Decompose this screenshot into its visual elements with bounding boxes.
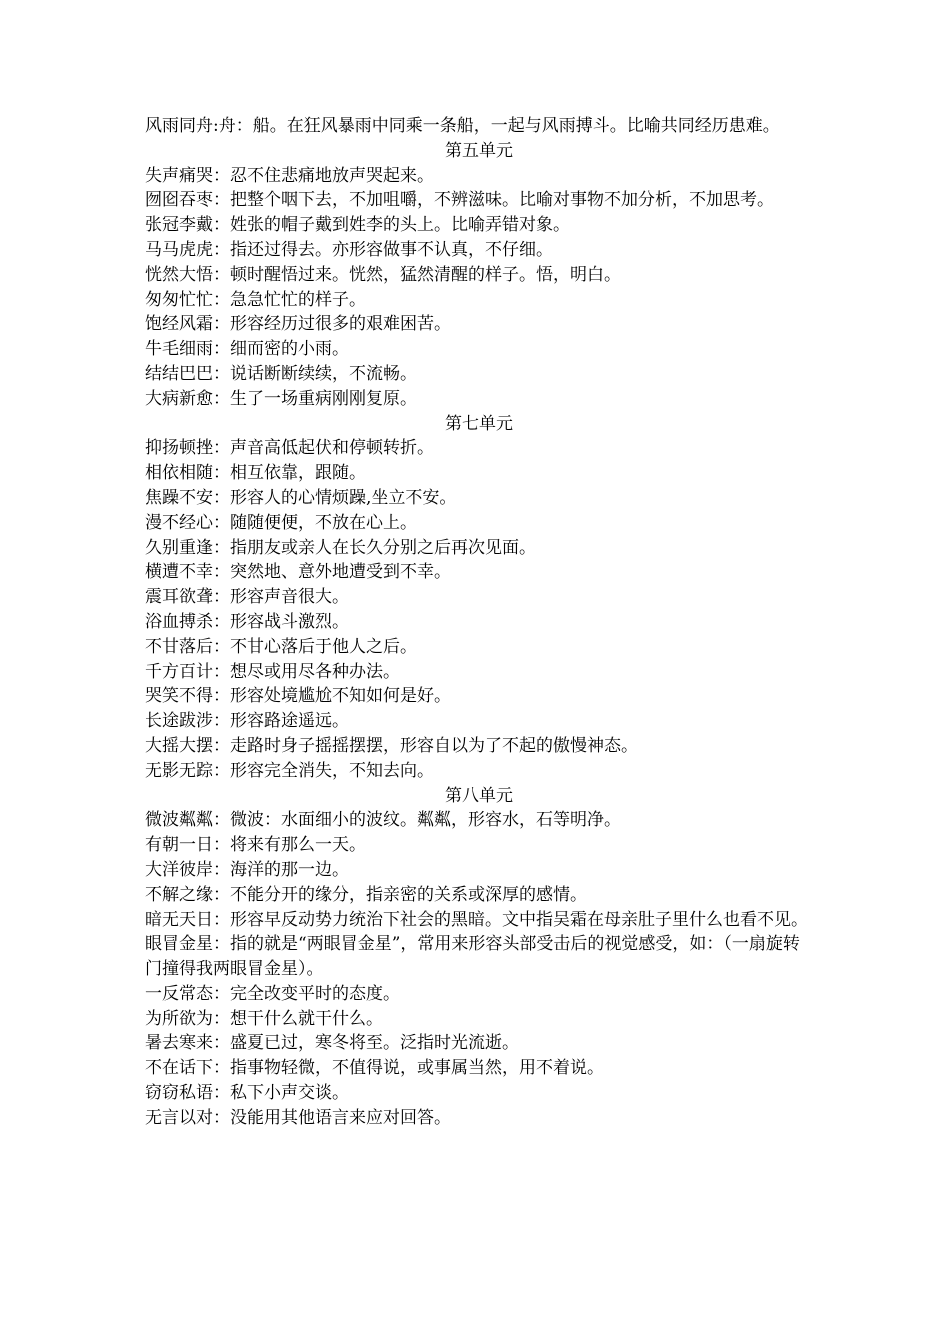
idiom-entry: 无言以对：没能用其他语言来应对回答。 — [145, 1107, 451, 1128]
idiom-entry: 千方百计：想尽或用尽各种办法。 — [145, 661, 400, 682]
idiom-entry: 无影无踪：形容完全消失，不知去向。 — [145, 760, 434, 781]
idiom-entry: 暗无天日：形容早反动势力统治下社会的黑暗。文中指吴霜在母亲肚子里什么也看不见。 — [145, 909, 808, 930]
idiom-entry: 饱经风霜：形容经历过很多的艰难困苦。 — [145, 314, 451, 335]
idiom-entry: 浴血搏杀：形容战斗激烈。 — [145, 611, 349, 632]
idiom-entry: 为所欲为：想干什么就干什么。 — [145, 1008, 383, 1029]
unit-heading: 第八单元 — [445, 785, 513, 806]
idiom-entry: 牛毛细雨：细而密的小雨。 — [145, 339, 349, 360]
idiom-entry: 窃窃私语：私下小声交谈。 — [145, 1083, 349, 1104]
idiom-entry: 震耳欲聋：形容声音很大。 — [145, 587, 349, 608]
idiom-entry: 眼冒金星：指的就是“两眼冒金星”，常用来形容头部受击后的视觉感受，如：（一扇旋转门撞得我两眼冒金星）。 — [145, 934, 800, 980]
document-body — [145, 114, 813, 1131]
idiom-entry: 相依相随：相互依靠，跟随。 — [145, 463, 366, 484]
idiom-entry: 漫不经心：随随便便，不放在心上。 — [145, 512, 417, 533]
unit-heading: 第七单元 — [445, 413, 513, 434]
idiom-entry: 囫囵吞枣：把整个咽下去，不加咀嚼，不辨滋味。比喻对事物不加分析，不加思考。 — [145, 190, 774, 211]
idiom-entry: 张冠李戴：姓张的帽子戴到姓李的头上。比喻弄错对象。 — [145, 215, 570, 236]
idiom-entry: 不甘落后：不甘心落后于他人之后。 — [145, 636, 417, 657]
idiom-entry: 马马虎虎：指还过得去。亦形容做事不认真，不仔细。 — [145, 239, 553, 260]
idiom-entry: 焦躁不安：形容人的心情烦躁,坐立不安。 — [145, 487, 457, 508]
idiom-entry: 抑扬顿挫：声音高低起伏和停顿转折。 — [145, 438, 434, 459]
idiom-entry: 大摇大摆：走路时身子摇摇摆摆，形容自以为了不起的傲慢神态。 — [145, 735, 638, 756]
idiom-entry: 横遭不幸：突然地、意外地遭受到不幸。 — [145, 562, 451, 583]
unit-heading: 第五单元 — [445, 140, 513, 161]
idiom-entry: 恍然大悟：顿时醒悟过来。恍然，猛然清醒的样子。悟，明白。 — [145, 264, 621, 285]
idiom-entry: 有朝一日：将来有那么一天。 — [145, 835, 366, 856]
idiom-entry: 匆匆忙忙：急急忙忙的样子。 — [145, 289, 366, 310]
idiom-entry: 哭笑不得：形容处境尴尬不知如何是好。 — [145, 686, 451, 707]
idiom-entry: 暑去寒来：盛夏已过，寒冬将至。泛指时光流逝。 — [145, 1033, 519, 1054]
idiom-entry: 结结巴巴：说话断断续续，不流畅。 — [145, 363, 417, 384]
idiom-entry: 久别重逢：指朋友或亲人在长久分别之后再次见面。 — [145, 537, 536, 558]
idiom-entry: 长途跋涉：形容路途遥远。 — [145, 711, 349, 732]
idiom-entry: 不解之缘：不能分开的缘分，指亲密的关系或深厚的感情。 — [145, 884, 587, 905]
idiom-entry: 失声痛哭：忍不住悲痛地放声哭起来。 — [145, 165, 434, 186]
idiom-entry: 大洋彼岸：海洋的那一边。 — [145, 859, 349, 880]
idiom-entry: 一反常态：完全改变平时的态度。 — [145, 983, 400, 1004]
idiom-entry: 大病新愈：生了一场重病刚刚复原。 — [145, 388, 417, 409]
idiom-entry: 微波粼粼：微波：水面细小的波纹。粼粼，形容水，石等明净。 — [145, 810, 621, 831]
idiom-entry: 风雨同舟:舟：船。在狂风暴雨中同乘一条船，一起与风雨搏斗。比喻共同经历患难。 — [145, 116, 780, 136]
idiom-entry: 不在话下：指事物轻微，不值得说，或事属当然，用不着说。 — [145, 1058, 604, 1079]
